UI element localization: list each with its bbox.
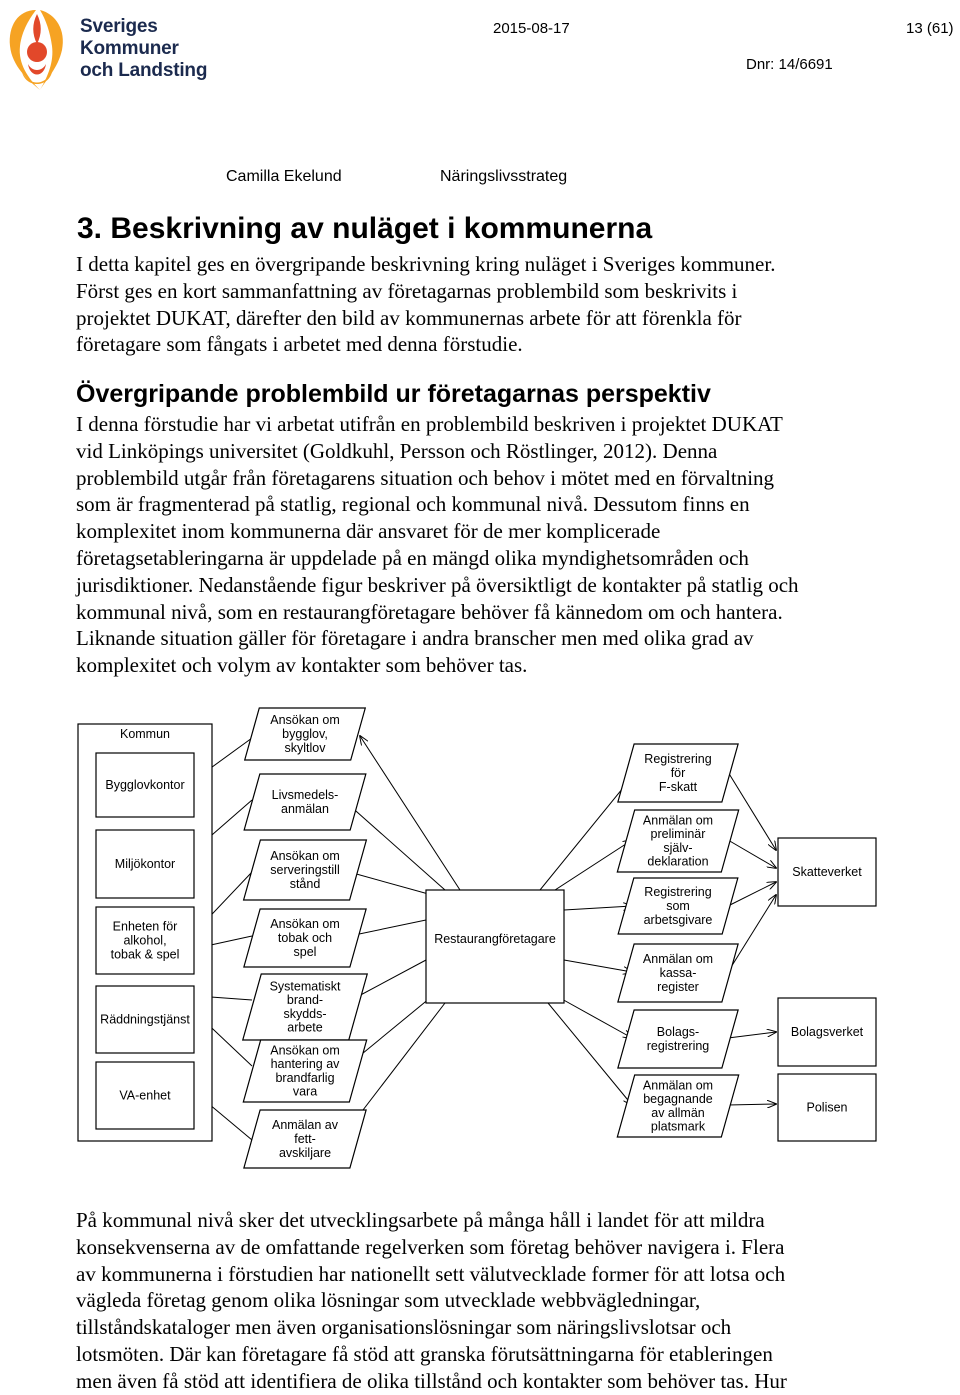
connector-arrow	[548, 1003, 632, 1105]
node-label-line: hantering av	[270, 1057, 340, 1072]
paragraph-line: men även få stöd att identifiera de olika tillstånd och kontakter som behöver tas. Hur	[76, 1368, 787, 1393]
connector-arrow	[728, 1032, 776, 1038]
node-label-line: anmälan	[281, 801, 329, 816]
node-label-line: alkohol,	[123, 933, 167, 948]
node-label-line: Registrering	[644, 752, 712, 767]
node-label-line: Miljökontor	[114, 857, 176, 871]
node-label-line: Ansökan om	[270, 713, 340, 728]
node-label-line: Polisen	[806, 1100, 848, 1115]
node-label-line: F-skatt	[658, 779, 698, 794]
connector-arrow	[360, 736, 460, 890]
intro-paragraph	[76, 251, 886, 358]
connector-arrow	[560, 998, 632, 1038]
paragraph-line: lotsmöten. Där kan företagare få stöd att granska förutsättningarna för etableringen	[76, 1341, 773, 1366]
node-label-line: registrering	[646, 1038, 710, 1053]
node-label-line: Ansökan om	[270, 1043, 340, 1058]
node-label-line: bygglov,	[282, 727, 328, 741]
paragraph-line: tillståndskataloger men även organisationslösningar som näringslivslotsar och	[76, 1315, 732, 1340]
skl-logo-icon	[4, 6, 68, 92]
node-label-line: preliminär	[650, 827, 706, 842]
municipal-unit-label	[105, 778, 184, 792]
node-label-line: arbetsgivare	[643, 912, 713, 927]
node-label-line: register	[657, 979, 699, 994]
closing-paragraph	[76, 1207, 886, 1395]
node-label-line: begagnande	[643, 1092, 713, 1107]
paragraph-line: kommunal nivå, som en restaurangföretagare behöver få kännedom om och hantera.	[76, 599, 783, 624]
node-label-line: arbete	[287, 1020, 323, 1035]
paragraph-line: jurisdiktioner. Nedanstående figur beskriver på översiktligt de kontakter på statlig och	[76, 572, 799, 597]
paragraph-line: Liknande situation gäller för företagare i andra branscher men med olika grad av	[76, 626, 754, 651]
node-label-line: Anmälan om	[642, 813, 714, 828]
node-label-line: deklaration	[647, 854, 709, 869]
paragraph-line: I denna förstudie har vi arbetat utifrån en problembild beskriven i projektet DUKAT	[76, 412, 783, 436]
connector-arrow	[728, 895, 776, 972]
connector-arrow	[564, 960, 632, 972]
node-label-line: tobak och	[277, 931, 333, 945]
municipal-task-label	[272, 788, 339, 816]
node-label-line: kassa-	[659, 966, 697, 980]
paragraph-line: problembild utgår från företagarens situation och behov i mötet med en förvaltning	[76, 465, 775, 490]
node-label-line: Anmälan om	[642, 1078, 714, 1093]
node-label-line: serveringstill	[270, 863, 340, 877]
center-label: Restaurangföretagare	[434, 932, 556, 946]
node-label-line: VA-enhet	[119, 1088, 171, 1103]
paragraph-line: komplexitet inom kommunerna där ansvaret för de mer komplicerade	[76, 519, 661, 544]
agency-label	[792, 865, 862, 879]
logo-line: och Landsting	[80, 60, 208, 81]
node-label-line: för	[670, 766, 686, 780]
node-label-line: av allmän	[651, 1105, 705, 1120]
agency-label	[807, 1101, 848, 1115]
author-name: Camilla Ekelund	[226, 168, 342, 185]
node-label-line: avskiljare	[278, 1145, 332, 1160]
node-label-line: platsmark	[650, 1119, 706, 1134]
node-label-line: Anmälan om	[642, 952, 714, 967]
author-role: Näringslivsstrateg	[440, 168, 568, 185]
node-label-line: brand-	[286, 993, 324, 1008]
paragraph-line: I detta kapitel ges en övergripande beskrivning kring nuläget i Sveriges kommuner.	[76, 252, 776, 276]
state-task-label	[643, 813, 713, 868]
paragraph-line: vägleda företag genom olika lösningar som utvecklade webbvägledningar,	[76, 1288, 701, 1313]
node-label-line: fett-	[294, 1132, 316, 1146]
document-date: 2015-08-17	[493, 20, 570, 37]
node-label-line: Räddningstjänst	[100, 1012, 190, 1027]
node-label-line: Anmälan av	[271, 1118, 339, 1133]
node-label-line: tobak & spel	[110, 947, 180, 962]
registration-number: Dnr: 14/6691	[746, 56, 833, 73]
municipal-unit-label	[100, 1013, 190, 1027]
node-label-line: Bolagsverket	[790, 1025, 864, 1039]
paragraph-line: Först ges en kort sammanfattning av företagarnas problembild som beskrivits i	[76, 278, 738, 303]
node-label-line: stånd	[289, 876, 321, 891]
node-label-line: Livsmedels-	[271, 788, 339, 803]
page-number: 13 (61)	[906, 20, 954, 37]
kommun-label: Kommun	[119, 727, 171, 741]
node-label-line: Systematiskt	[269, 979, 341, 994]
paragraph-line: komplexitet och volym av kontakter som behöver tas.	[76, 653, 528, 678]
paragraph-line: av kommunerna i förstudien har nationellt sett välutvecklade former för att lotsa och	[76, 1261, 786, 1286]
logo-line: Kommuner	[80, 38, 179, 59]
paragraph-line: vid Linköpings universitet (Goldkuhl, Persson och Röstlinger, 2012). Denna	[76, 438, 718, 463]
state-task-label	[643, 1078, 713, 1133]
diagram-nodes	[78, 708, 876, 1168]
node-label-line: skyltlov	[284, 740, 326, 755]
paragraph-line: konsekvenserna av de omfattande regelverken som företag behöver navigera i. Flera	[76, 1234, 785, 1259]
center-box	[426, 890, 564, 1003]
node-label-line: själv-	[663, 840, 693, 855]
node-label-line: som	[666, 899, 690, 913]
node-label-line: Ansökan om	[270, 917, 340, 932]
node-label-line: Registrering	[644, 885, 712, 900]
node-label-line: brandfarlig	[275, 1070, 335, 1085]
paragraph-line: På kommunal nivå sker det utvecklingsarbete på många håll i landet för att mildra	[76, 1208, 765, 1232]
node-label-line: Bolags-	[656, 1025, 700, 1040]
connector-arrow	[728, 840, 776, 868]
node-label-line: Bygglovkontor	[105, 778, 185, 792]
node-label-line: skydds-	[283, 1006, 327, 1021]
node-label-line: Ansökan om	[270, 849, 340, 864]
paragraph-line: projektet DUKAT, därefter den bild av kommunernas arbete för att förenkla för	[76, 305, 742, 330]
municipal-unit-label	[119, 1089, 171, 1103]
section-heading: 3. Beskrivning av nuläget i kommunerna	[77, 212, 653, 245]
body-paragraph	[76, 411, 886, 679]
subheading: Övergripande problembild ur företagarnas perspektiv	[76, 380, 711, 408]
logo-line: Sveriges	[80, 16, 158, 37]
paragraph-line: företagsetableringarna är uppdelade på en mängd olika myndighetsområden och	[76, 545, 749, 570]
paragraph-line: som är fragmenterad på statlig, regional och kommunal nivå. Dessutom finns en	[76, 492, 750, 517]
municipal-unit-label	[115, 857, 175, 871]
node-label-line: spel	[293, 944, 317, 959]
agency-label	[791, 1025, 864, 1039]
node-label-line: Skatteverket	[792, 865, 862, 879]
connector-arrow	[564, 906, 632, 910]
paragraph-line: företagare som fångats i arbetet med denna förstudie.	[76, 332, 523, 357]
contact-diagram	[0, 700, 960, 1180]
connector-arrow	[728, 1104, 776, 1105]
organization-name	[80, 16, 207, 82]
node-label-line: vara	[292, 1084, 318, 1099]
node-label-line: Enheten för	[112, 919, 178, 934]
